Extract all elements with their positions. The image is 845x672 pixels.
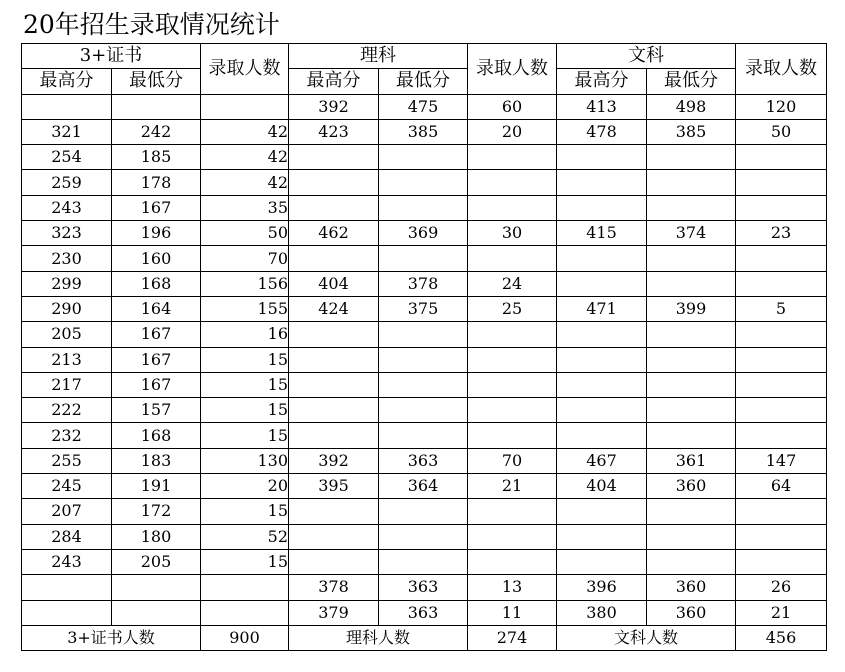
- cell-liberal-arts-admitted-count: 64: [736, 474, 827, 499]
- cell-science-admitted-count: [468, 246, 557, 271]
- cell-science-admitted-count: [468, 347, 557, 372]
- table-header: [22, 44, 827, 95]
- cell-science-max-score: 379: [289, 600, 379, 625]
- cell-science-min-score: 475: [379, 94, 468, 119]
- cell-science-admitted-count: [468, 499, 557, 524]
- cell-3plus-min-score: 164: [112, 296, 201, 321]
- cell-liberal-arts-min-score: [647, 246, 736, 271]
- total-3plus-label: 3+证书人数: [22, 625, 201, 650]
- cell-liberal-arts-min-score: [647, 398, 736, 423]
- header-science-admitted-count: 录取人数: [468, 44, 557, 95]
- cell-liberal-arts-admitted-count: [736, 246, 827, 271]
- cell-3plus-min-score: 172: [112, 499, 201, 524]
- cell-science-min-score: 378: [379, 271, 468, 296]
- header-group-3plus-certificate: 3+证书: [22, 44, 201, 69]
- header-3plus-min-score: 最低分: [112, 69, 201, 94]
- cell-liberal-arts-max-score: [557, 322, 647, 347]
- cell-liberal-arts-min-score: 374: [647, 221, 736, 246]
- cell-3plus-admitted-count: 130: [201, 448, 289, 473]
- cell-liberal-arts-min-score: [647, 145, 736, 170]
- cell-3plus-max-score: 243: [22, 549, 112, 574]
- cell-science-min-score: 385: [379, 119, 468, 144]
- cell-science-min-score: 363: [379, 600, 468, 625]
- cell-science-admitted-count: [468, 322, 557, 347]
- cell-liberal-arts-min-score: [647, 170, 736, 195]
- cell-liberal-arts-max-score: 471: [557, 296, 647, 321]
- cell-science-max-score: 424: [289, 296, 379, 321]
- table-row: [22, 372, 827, 397]
- cell-3plus-min-score: [112, 94, 201, 119]
- cell-liberal-arts-admitted-count: [736, 170, 827, 195]
- cell-3plus-min-score: 185: [112, 145, 201, 170]
- cell-3plus-max-score: 299: [22, 271, 112, 296]
- cell-science-min-score: [379, 347, 468, 372]
- cell-liberal-arts-min-score: 361: [647, 448, 736, 473]
- header-group-science: 理科: [289, 44, 468, 69]
- cell-science-min-score: [379, 398, 468, 423]
- total-liberal-arts-value: 456: [736, 625, 827, 650]
- header-row-groups: [22, 44, 827, 69]
- table-row: [22, 119, 827, 144]
- cell-3plus-max-score: 222: [22, 398, 112, 423]
- table-row: [22, 499, 827, 524]
- cell-science-min-score: [379, 423, 468, 448]
- cell-3plus-max-score: [22, 575, 112, 600]
- cell-3plus-max-score: 213: [22, 347, 112, 372]
- cell-liberal-arts-admitted-count: [736, 524, 827, 549]
- cell-3plus-max-score: [22, 600, 112, 625]
- cell-science-max-score: [289, 246, 379, 271]
- cell-liberal-arts-max-score: 478: [557, 119, 647, 144]
- cell-science-min-score: [379, 372, 468, 397]
- header-3plus-max-score: 最高分: [22, 69, 112, 94]
- cell-science-max-score: 395: [289, 474, 379, 499]
- cell-science-min-score: 375: [379, 296, 468, 321]
- cell-science-max-score: [289, 322, 379, 347]
- cell-liberal-arts-min-score: 360: [647, 600, 736, 625]
- cell-liberal-arts-max-score: 467: [557, 448, 647, 473]
- cell-liberal-arts-min-score: [647, 271, 736, 296]
- table-row: [22, 170, 827, 195]
- cell-science-admitted-count: 25: [468, 296, 557, 321]
- cell-liberal-arts-admitted-count: [736, 499, 827, 524]
- cell-liberal-arts-admitted-count: 21: [736, 600, 827, 625]
- cell-3plus-max-score: [22, 94, 112, 119]
- table-row: [22, 195, 827, 220]
- admission-table: [21, 43, 827, 651]
- cell-science-admitted-count: [468, 145, 557, 170]
- cell-science-max-score: 392: [289, 448, 379, 473]
- cell-liberal-arts-max-score: 415: [557, 221, 647, 246]
- cell-science-admitted-count: 11: [468, 600, 557, 625]
- cell-science-admitted-count: [468, 170, 557, 195]
- cell-science-max-score: [289, 499, 379, 524]
- cell-liberal-arts-max-score: [557, 170, 647, 195]
- cell-3plus-admitted-count: 15: [201, 423, 289, 448]
- cell-science-max-score: [289, 170, 379, 195]
- total-science-value: 274: [468, 625, 557, 650]
- cell-3plus-min-score: 160: [112, 246, 201, 271]
- cell-science-admitted-count: 20: [468, 119, 557, 144]
- cell-science-max-score: [289, 195, 379, 220]
- table-row: [22, 524, 827, 549]
- cell-liberal-arts-admitted-count: 50: [736, 119, 827, 144]
- cell-science-admitted-count: [468, 372, 557, 397]
- cell-3plus-max-score: 259: [22, 170, 112, 195]
- cell-3plus-admitted-count: 52: [201, 524, 289, 549]
- table-row: [22, 448, 827, 473]
- cell-3plus-max-score: 290: [22, 296, 112, 321]
- cell-science-max-score: [289, 423, 379, 448]
- cell-3plus-admitted-count: 16: [201, 322, 289, 347]
- cell-science-min-score: [379, 170, 468, 195]
- table-row: [22, 575, 827, 600]
- cell-3plus-min-score: 157: [112, 398, 201, 423]
- table-body: [22, 94, 827, 625]
- cell-3plus-min-score: 183: [112, 448, 201, 473]
- cell-3plus-admitted-count: 15: [201, 549, 289, 574]
- cell-3plus-min-score: 168: [112, 271, 201, 296]
- table-row: [22, 145, 827, 170]
- cell-liberal-arts-max-score: [557, 195, 647, 220]
- cell-liberal-arts-min-score: [647, 195, 736, 220]
- cell-3plus-admitted-count: 50: [201, 221, 289, 246]
- cell-science-min-score: 363: [379, 575, 468, 600]
- cell-liberal-arts-min-score: [647, 372, 736, 397]
- cell-science-admitted-count: 60: [468, 94, 557, 119]
- header-liberal-arts-admitted-count: 录取人数: [736, 44, 827, 95]
- cell-liberal-arts-max-score: [557, 246, 647, 271]
- cell-liberal-arts-admitted-count: 26: [736, 575, 827, 600]
- cell-liberal-arts-max-score: 380: [557, 600, 647, 625]
- cell-liberal-arts-min-score: 385: [647, 119, 736, 144]
- cell-science-admitted-count: 21: [468, 474, 557, 499]
- cell-science-admitted-count: [468, 423, 557, 448]
- cell-science-max-score: [289, 347, 379, 372]
- cell-3plus-max-score: 243: [22, 195, 112, 220]
- table-row: [22, 423, 827, 448]
- header-3plus-admitted-count: 录取人数: [201, 44, 289, 95]
- cell-3plus-max-score: 284: [22, 524, 112, 549]
- cell-3plus-max-score: 321: [22, 119, 112, 144]
- cell-liberal-arts-admitted-count: 120: [736, 94, 827, 119]
- cell-liberal-arts-admitted-count: [736, 322, 827, 347]
- table-totals: [22, 625, 827, 650]
- cell-science-admitted-count: 24: [468, 271, 557, 296]
- cell-science-admitted-count: 13: [468, 575, 557, 600]
- cell-3plus-min-score: [112, 575, 201, 600]
- cell-3plus-min-score: 191: [112, 474, 201, 499]
- cell-liberal-arts-admitted-count: [736, 372, 827, 397]
- cell-science-min-score: [379, 322, 468, 347]
- cell-science-max-score: [289, 524, 379, 549]
- cell-liberal-arts-max-score: [557, 271, 647, 296]
- cell-liberal-arts-min-score: [647, 499, 736, 524]
- cell-3plus-max-score: 232: [22, 423, 112, 448]
- cell-3plus-max-score: 205: [22, 322, 112, 347]
- cell-liberal-arts-max-score: [557, 372, 647, 397]
- cell-3plus-admitted-count: 15: [201, 347, 289, 372]
- cell-liberal-arts-min-score: 360: [647, 474, 736, 499]
- cell-liberal-arts-min-score: 498: [647, 94, 736, 119]
- cell-liberal-arts-max-score: [557, 347, 647, 372]
- cell-science-admitted-count: 30: [468, 221, 557, 246]
- table-row: [22, 221, 827, 246]
- cell-science-min-score: 364: [379, 474, 468, 499]
- cell-science-min-score: 363: [379, 448, 468, 473]
- cell-science-admitted-count: [468, 549, 557, 574]
- cell-liberal-arts-min-score: [647, 347, 736, 372]
- cell-liberal-arts-admitted-count: [736, 398, 827, 423]
- cell-3plus-admitted-count: 155: [201, 296, 289, 321]
- cell-science-min-score: [379, 524, 468, 549]
- header-science-min-score: 最低分: [379, 69, 468, 94]
- cell-science-min-score: [379, 549, 468, 574]
- cell-3plus-admitted-count: 42: [201, 119, 289, 144]
- table-row: [22, 271, 827, 296]
- cell-science-min-score: [379, 246, 468, 271]
- cell-science-max-score: 404: [289, 271, 379, 296]
- cell-3plus-max-score: 254: [22, 145, 112, 170]
- cell-3plus-admitted-count: 35: [201, 195, 289, 220]
- cell-science-admitted-count: [468, 195, 557, 220]
- cell-science-max-score: 462: [289, 221, 379, 246]
- header-liberal-arts-min-score: 最低分: [647, 69, 736, 94]
- cell-liberal-arts-admitted-count: 23: [736, 221, 827, 246]
- cell-3plus-min-score: 205: [112, 549, 201, 574]
- cell-3plus-min-score: 168: [112, 423, 201, 448]
- cell-3plus-admitted-count: 15: [201, 372, 289, 397]
- cell-liberal-arts-admitted-count: [736, 423, 827, 448]
- table-row: [22, 94, 827, 119]
- cell-3plus-min-score: 242: [112, 119, 201, 144]
- cell-liberal-arts-max-score: [557, 499, 647, 524]
- cell-3plus-min-score: 178: [112, 170, 201, 195]
- cell-3plus-max-score: 255: [22, 448, 112, 473]
- total-liberal-arts-label: 文科人数: [557, 625, 736, 650]
- cell-3plus-admitted-count: 70: [201, 246, 289, 271]
- cell-science-max-score: [289, 549, 379, 574]
- totals-row: [22, 625, 827, 650]
- cell-liberal-arts-max-score: [557, 423, 647, 448]
- table-row: [22, 474, 827, 499]
- cell-3plus-min-score: 167: [112, 195, 201, 220]
- table-row: [22, 347, 827, 372]
- cell-liberal-arts-max-score: 413: [557, 94, 647, 119]
- header-science-max-score: 最高分: [289, 69, 379, 94]
- table-row: [22, 398, 827, 423]
- cell-liberal-arts-max-score: [557, 524, 647, 549]
- cell-3plus-min-score: 196: [112, 221, 201, 246]
- cell-3plus-min-score: 180: [112, 524, 201, 549]
- cell-science-admitted-count: 70: [468, 448, 557, 473]
- cell-3plus-min-score: [112, 600, 201, 625]
- cell-science-min-score: [379, 195, 468, 220]
- cell-liberal-arts-min-score: 360: [647, 575, 736, 600]
- table-row: [22, 549, 827, 574]
- cell-liberal-arts-min-score: [647, 549, 736, 574]
- cell-science-max-score: [289, 372, 379, 397]
- cell-liberal-arts-admitted-count: [736, 195, 827, 220]
- header-liberal-arts-max-score: 最高分: [557, 69, 647, 94]
- cell-liberal-arts-min-score: [647, 524, 736, 549]
- cell-science-min-score: [379, 145, 468, 170]
- cell-science-max-score: 378: [289, 575, 379, 600]
- cell-3plus-admitted-count: 20: [201, 474, 289, 499]
- cell-3plus-admitted-count: 42: [201, 170, 289, 195]
- cell-liberal-arts-admitted-count: [736, 271, 827, 296]
- cell-3plus-admitted-count: [201, 575, 289, 600]
- cell-3plus-admitted-count: [201, 600, 289, 625]
- cell-science-min-score: 369: [379, 221, 468, 246]
- cell-liberal-arts-max-score: 396: [557, 575, 647, 600]
- cell-3plus-max-score: 245: [22, 474, 112, 499]
- cell-liberal-arts-min-score: [647, 423, 736, 448]
- cell-liberal-arts-max-score: 404: [557, 474, 647, 499]
- cell-3plus-admitted-count: 15: [201, 398, 289, 423]
- cell-3plus-min-score: 167: [112, 347, 201, 372]
- table-row: [22, 322, 827, 347]
- table-row: [22, 600, 827, 625]
- table-row: [22, 296, 827, 321]
- cell-science-admitted-count: [468, 524, 557, 549]
- cell-3plus-admitted-count: 15: [201, 499, 289, 524]
- cell-3plus-min-score: 167: [112, 372, 201, 397]
- cell-3plus-admitted-count: [201, 94, 289, 119]
- cell-science-max-score: [289, 398, 379, 423]
- cell-liberal-arts-max-score: [557, 145, 647, 170]
- cell-3plus-max-score: 207: [22, 499, 112, 524]
- cell-science-max-score: 392: [289, 94, 379, 119]
- cell-liberal-arts-admitted-count: [736, 347, 827, 372]
- cell-liberal-arts-max-score: [557, 398, 647, 423]
- cell-science-max-score: 423: [289, 119, 379, 144]
- cell-liberal-arts-admitted-count: 147: [736, 448, 827, 473]
- cell-3plus-admitted-count: 156: [201, 271, 289, 296]
- cell-science-admitted-count: [468, 398, 557, 423]
- cell-liberal-arts-admitted-count: [736, 549, 827, 574]
- cell-liberal-arts-min-score: [647, 322, 736, 347]
- cell-3plus-max-score: 230: [22, 246, 112, 271]
- cell-liberal-arts-max-score: [557, 549, 647, 574]
- header-row-subcolumns: [22, 69, 827, 94]
- total-science-label: 理科人数: [289, 625, 468, 650]
- cell-science-min-score: [379, 499, 468, 524]
- cell-3plus-max-score: 217: [22, 372, 112, 397]
- cell-3plus-min-score: 167: [112, 322, 201, 347]
- table-row: [22, 246, 827, 271]
- total-3plus-value: 900: [201, 625, 289, 650]
- cell-science-max-score: [289, 145, 379, 170]
- cell-3plus-admitted-count: 42: [201, 145, 289, 170]
- cell-3plus-max-score: 323: [22, 221, 112, 246]
- cell-liberal-arts-admitted-count: [736, 145, 827, 170]
- cell-liberal-arts-min-score: 399: [647, 296, 736, 321]
- header-group-liberal-arts: 文科: [557, 44, 736, 69]
- cell-liberal-arts-admitted-count: 5: [736, 296, 827, 321]
- page-title: 20年招生录取情况统计: [23, 10, 280, 39]
